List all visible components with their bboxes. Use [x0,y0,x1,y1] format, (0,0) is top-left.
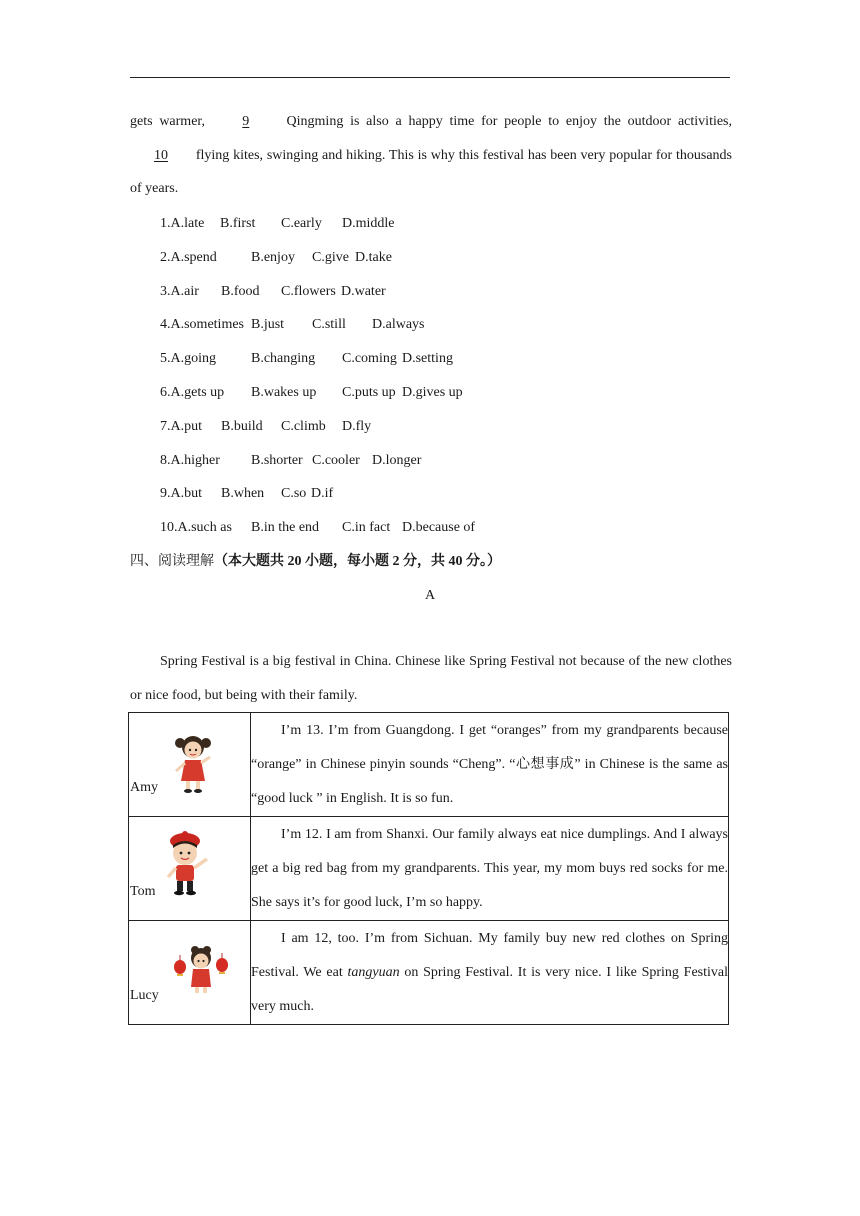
option: 7.A.put [160,418,202,434]
section-heading [130,545,501,578]
option: B.changing [251,351,316,367]
passage-text: flying kites, swinging and hiking. This is why this festival has been very [195,147,606,163]
text-cell [251,921,729,1025]
option: B.just [251,317,285,333]
passage-text: gets warmer, [130,114,206,129]
option: 5.A.going [160,351,216,367]
option: B.first [220,216,256,231]
table-row [129,921,729,1025]
passage-text: activities, [677,114,733,129]
option: D.middle [342,216,395,231]
option: D.gives up [402,384,463,400]
person-text: I’m 13. I’m from Guangdong. I get “oranges” from my grandparents because “orange” in Chinese pinyin sounds “Cheng”. “心想事成” in Chinese is the same as “good luck ” in English. It is so fun. [251,723,728,806]
option: B.wakes up [251,384,317,400]
option: 9.A.but [160,486,202,502]
name-cell [129,921,251,1025]
person-text: I’m 12. I am from Shanxi. Our family always eat nice dumplings. And I always get a big red bag from my grandparents. This year, my mom buys red socks for me. She says it’s for good luck, I’m so happy. [251,827,728,910]
passage-continuation [130,105,732,206]
option: C.flowers [281,283,336,299]
option: B.enjoy [251,249,295,265]
option: C.in fact [342,520,391,536]
option: D.take [355,249,392,265]
section-note: （本大题共 20 小题，每小题 2 分，共 40 分。） [214,554,501,569]
passage-text: Qingming is also a happy time for people to enjoy the outdoor [286,114,672,129]
girl-with-lanterns-icon [173,945,229,997]
option: C.climb [281,418,326,434]
text-part: on Spring Festival. It is very nice. I like Spring Festival very much. [251,965,729,1014]
option: 10.A.such as [160,520,232,536]
option: C.cooler [312,452,360,468]
option: C.early [281,216,322,231]
person-name: Amy [130,780,158,795]
blank-10: 10 [154,147,168,163]
option: D.if [311,486,334,502]
boy-in-red-hat-icon [159,831,215,897]
table-row [129,817,729,921]
option: 3.A.air [160,283,199,299]
option: 6.A.gets up [160,384,225,400]
person-text [251,922,728,1024]
option: 4.A.sometimes [160,317,244,333]
person-name: Lucy [130,988,159,1003]
passage-text: popular for thousands of years. [130,147,733,196]
person-name: Tom [130,884,156,899]
option: 8.A.higher [160,452,220,468]
header-rule [130,77,730,78]
text-cell [251,817,729,921]
option: C.give [312,249,349,265]
option: D.longer [372,452,422,468]
text-italic: tangyuan [347,965,400,980]
option: 1.A.late [160,216,205,231]
blank-9: 9 [242,114,250,129]
option: D.water [341,283,386,299]
option: C.coming [342,351,397,367]
name-cell [129,817,251,921]
option: D.setting [402,351,453,367]
option: C.so [281,486,307,502]
people-table [128,712,729,1025]
option: B.in the end [251,520,320,536]
text-part: I am 12, too. I’m from Sichuan. My family buy new red clothes on Spring Festival. We eat [251,931,728,980]
section-title: 四、阅读理解 [130,554,214,569]
girl-in-red-dress-icon [173,733,213,795]
option: C.still [312,317,346,333]
option: B.shorter [251,452,303,468]
option: D.because of [402,520,476,536]
option: 2.A.spend [160,249,217,265]
option: D.always [372,317,425,333]
table-row [129,713,729,817]
option: B.when [221,486,265,502]
name-cell [129,713,251,817]
option: B.food [221,283,260,299]
text-cell [251,713,729,817]
intro-paragraph: Spring Festival is a big festival in China. Chinese like Spring Festival not because of the new clothes or nice food, but being with their family. [130,654,732,703]
option: D.fly [342,418,372,434]
option: B.build [221,418,263,434]
option: C.puts up [342,384,396,400]
part-label: A [424,588,436,603]
